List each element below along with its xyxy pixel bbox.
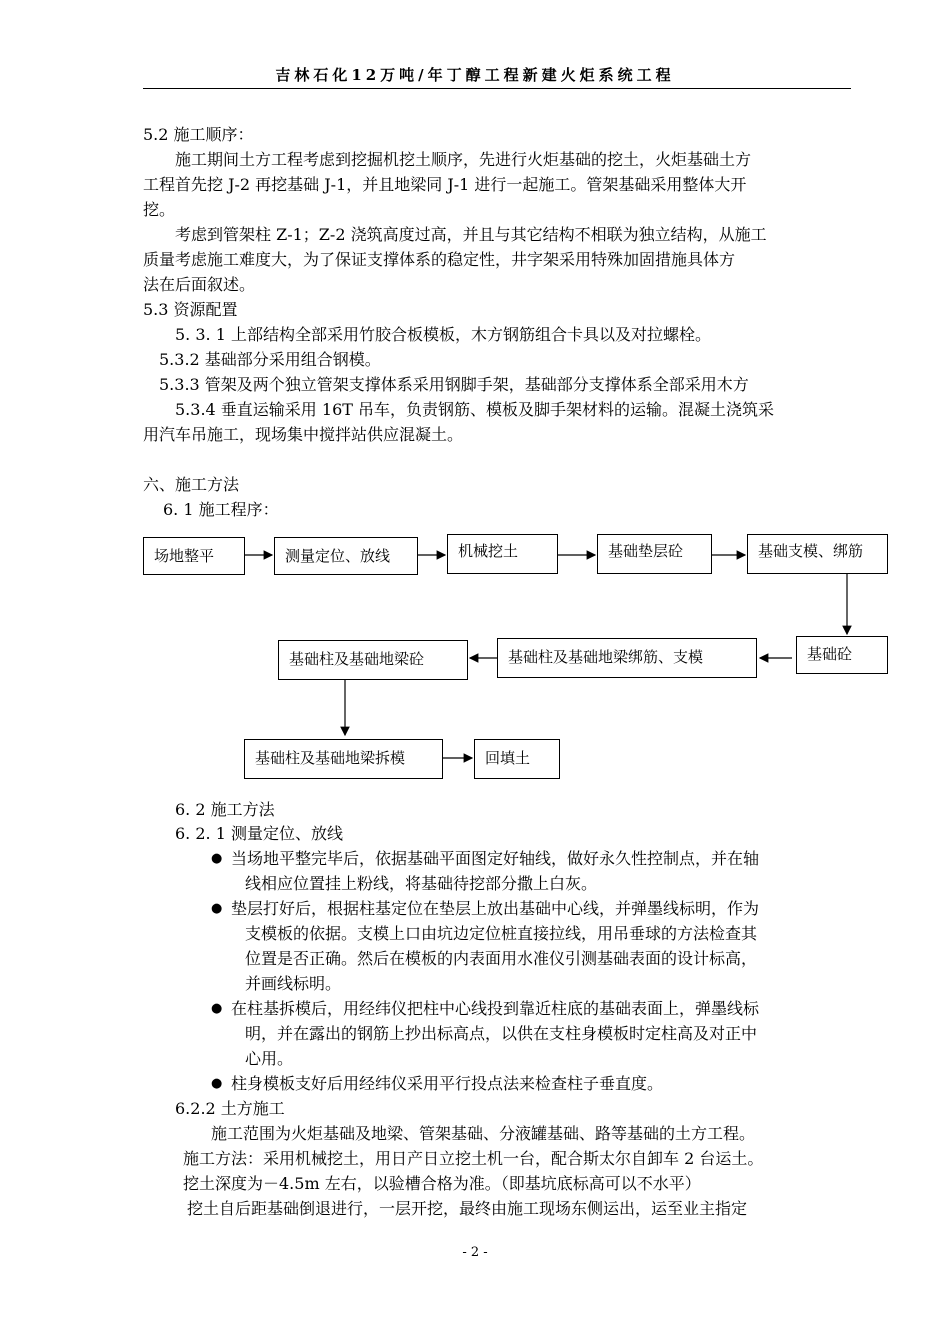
flow-step-survey-setout: 测量定位、放线: [274, 537, 418, 575]
bullet-line: 在柱基拆模后，用经纬仪把柱中心线投到靠近柱底的基础表面上，弹墨线标: [231, 999, 760, 1018]
chapter-6-title: 六、施工方法: [143, 475, 240, 494]
flow-step-mechanical-excavation: 机械挖土: [447, 534, 558, 574]
bullet-line: 垫层打好后，根据柱基定位在垫层上放出基础中心线，并弹墨线标明，作为: [231, 899, 760, 918]
section-6-2-title: 6. 2 施工方法: [175, 800, 275, 819]
bullet-line: 心用。: [245, 1049, 294, 1068]
paragraph-line: 挖。: [143, 200, 176, 219]
paragraph-line: 施工期间土方工程考虑到挖掘机挖土顺序，先进行火炬基础的挖土，火炬基础土方: [175, 150, 752, 169]
flow-step-backfill: 回填土: [474, 739, 560, 779]
paragraph-line: 用汽车吊施工，现场集中搅拌站供应混凝土。: [143, 425, 464, 444]
paragraph-line: 考虑到管架柱 Z-1；Z-2 浇筑高度过高，并且与其它结构不相联为独立结构，从施工: [175, 225, 767, 244]
paragraph-line: 挖土深度为－4.5m 左右，以验槽合格为准。（即基坑底标高可以不水平）: [183, 1174, 701, 1193]
bullet-line: 支模板的依据。支模上口由坑边定位桩直接拉线，用吊垂球的方法检查其: [245, 924, 758, 943]
section-6-2-2-title: 6.2.2 土方施工: [175, 1099, 285, 1118]
section-6-1-title: 6. 1 施工程序：: [163, 500, 279, 519]
paragraph-line: 施工范围为火炬基础及地梁、管架基础、分液罐基础、路等基础的土方工程。: [211, 1124, 756, 1143]
paragraph-line: 工程首先挖 J-2 再挖基础 J-1，并且地梁同 J-1 进行一起施工。管架基础采用整体大开: [143, 175, 747, 194]
section-6-2-1-title: 6. 2. 1 测量定位、放线: [175, 824, 343, 843]
item-5-3-3: 5.3.3 管架及两个独立管架支撑体系采用钢脚手架，基础部分支撑体系全部采用木方: [159, 375, 749, 394]
item-5-3-1: 5. 3. 1 上部结构全部采用竹胶合板模板，木方钢筋组合卡具以及对拉螺栓。: [175, 325, 711, 344]
bullet-line: 位置是否正确。然后在模板的内表面用水准仪引测基础表面的设计标高，: [245, 949, 758, 968]
bullet-icon: ●: [211, 901, 223, 916]
item-5-3-4: 5.3.4 垂直运输采用 16T 吊车，负责钢筋、模板及脚手架材料的运输。混凝土浇筑采: [175, 400, 775, 419]
bullet-line: 明，并在露出的钢筋上抄出标高点，以供在支柱身模板时定柱高及对正中: [245, 1024, 758, 1043]
page-number: - 2 -: [462, 1245, 488, 1260]
flow-step-column-beam-stripping: 基础柱及基础地梁拆模: [244, 739, 443, 779]
section-5-3-title: 5.3 资源配置: [143, 300, 238, 319]
paragraph-line: 挖土自后距基础倒退进行，一层开挖，最终由施工现场东侧运出，运至业主指定: [187, 1199, 748, 1218]
bullet-icon: ●: [211, 1001, 223, 1016]
bullet-icon: ●: [211, 851, 223, 866]
bullet-line: 并画线标明。: [245, 974, 342, 993]
flow-step-column-beam-concrete: 基础柱及基础地梁砼: [278, 640, 468, 680]
bullet-line: 当场地平整完毕后，依据基础平面图定好轴线，做好永久性控制点，并在轴: [231, 849, 760, 868]
paragraph-line: 施工方法：采用机械挖土，用日产日立挖土机一台，配合斯太尔自卸车 2 台运土。: [183, 1149, 764, 1168]
bullet-line: 线相应位置挂上粉线，将基础待挖部分撒上白灰。: [245, 874, 598, 893]
flow-step-column-beam-rebar: 基础柱及基础地梁绑筋、支模: [497, 638, 757, 678]
paragraph-line: 法在后面叙述。: [143, 275, 256, 294]
flow-step-cushion-concrete: 基础垫层砼: [597, 534, 712, 574]
item-5-3-2: 5.3.2 基础部分采用组合钢模。: [159, 350, 381, 369]
section-5-2-title: 5.2 施工顺序：: [143, 125, 254, 144]
flow-step-formwork-rebar: 基础支模、绑筋: [747, 534, 888, 574]
flow-step-site-leveling: 场地整平: [143, 537, 245, 575]
flow-step-foundation-concrete: 基础砼: [796, 636, 888, 674]
bullet-icon: ●: [211, 1076, 223, 1091]
running-header: 吉林石化12万吨/年丁醇工程新建火炬系统工程: [275, 66, 675, 84]
bullet-line: 柱身模板支好后用经纬仪采用平行投点法来检查柱子垂直度。: [231, 1074, 664, 1093]
paragraph-line: 质量考虑施工难度大，为了保证支撑体系的稳定性，井字架采用特殊加固措施具体方: [143, 250, 736, 269]
